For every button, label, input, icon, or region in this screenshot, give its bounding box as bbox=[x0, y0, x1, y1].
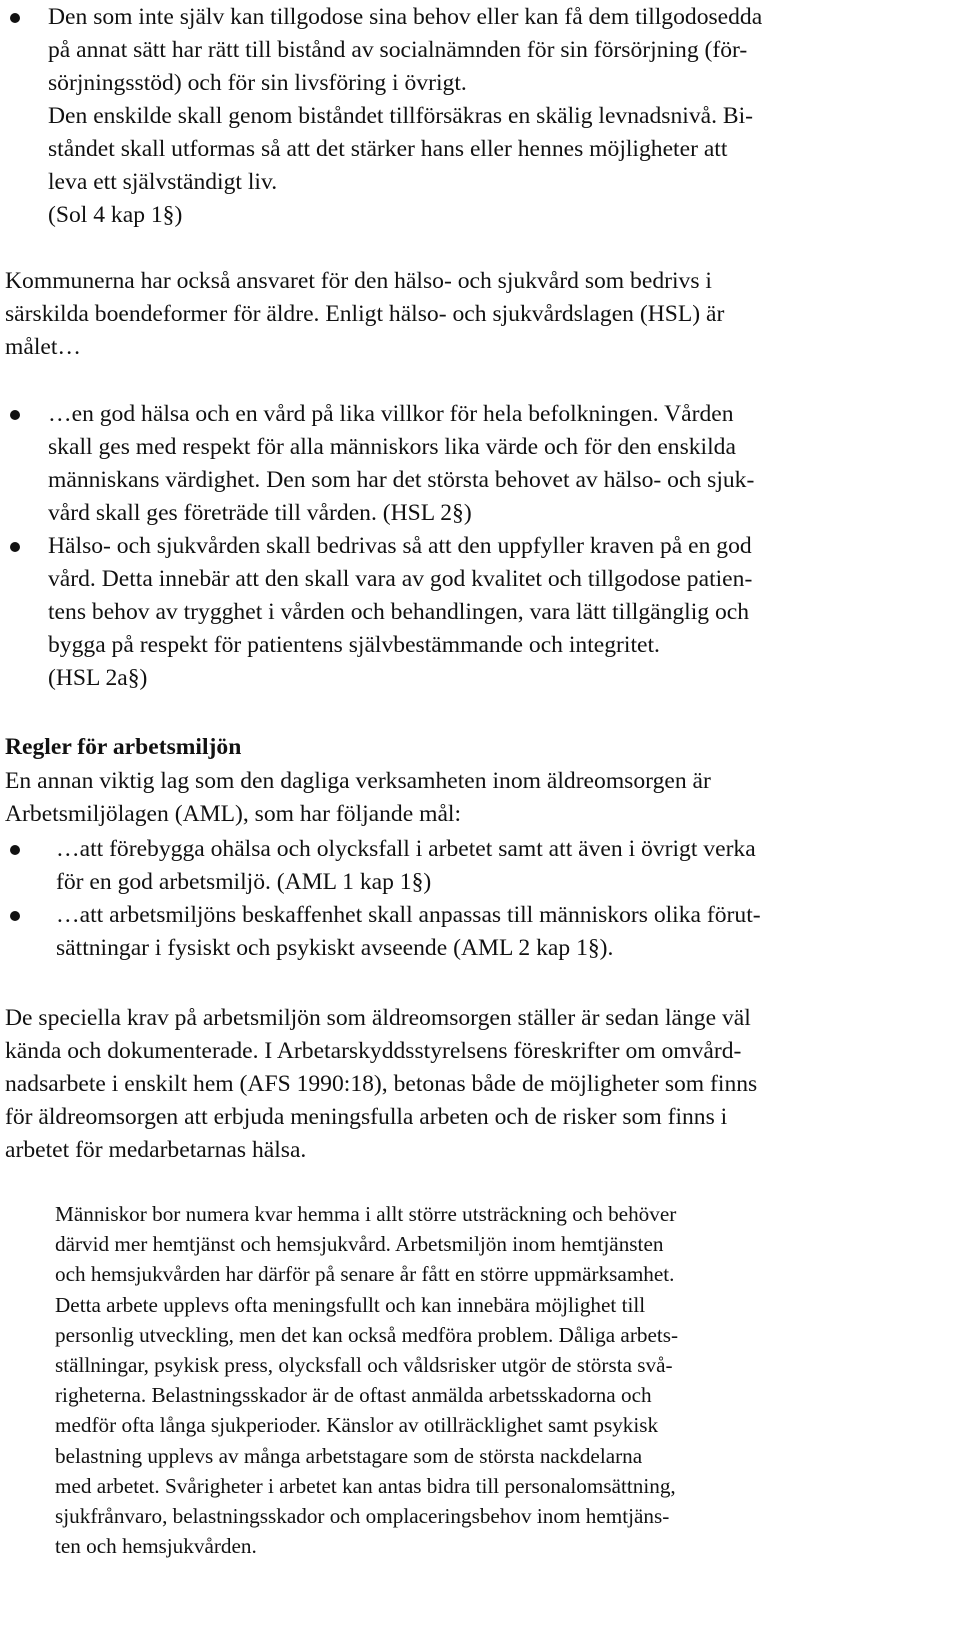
quote-line: medför ofta långa sjukperioder. Känslor av otillräcklighet samt psykisk bbox=[55, 1413, 659, 1438]
quote-line: righeterna. Belastningsskador är de oftast anmälda arbetsskadorna och bbox=[55, 1383, 652, 1408]
paragraph-line: En annan viktig lag som den dagliga verksamheten inom äldreomsorgen är bbox=[5, 768, 711, 794]
bullet-line: tens behov av trygghet i vården och behandlingen, vara lätt tillgänglig och bbox=[48, 599, 750, 625]
bullet-line: …att förebygga ohälsa och olycksfall i arbetet samt att även i övrigt verka bbox=[56, 836, 756, 862]
quote-line: Detta arbete upplevs ofta meningsfullt och kan innebära möjlighet till bbox=[55, 1292, 646, 1317]
bullet-line: vård skall ges företräde till vården. (HSL 2§) bbox=[48, 500, 472, 526]
quote-line: Människor bor numera kvar hemma i allt större utsträckning och behöver bbox=[55, 1202, 677, 1226]
bullet-line: (Sol 4 kap 1§) bbox=[48, 202, 183, 228]
bullet-marker bbox=[10, 542, 20, 552]
paragraph-line: De speciella krav på arbetsmiljön som äldreomsorgen ställer är sedan länge väl bbox=[5, 1005, 751, 1031]
paragraph-line: nadsarbete i enskilt hem (AFS 1990:18), betonas både de möjligheter som finns bbox=[5, 1071, 758, 1097]
bullet-marker bbox=[10, 845, 20, 855]
bullet-line: för en god arbetsmiljö. (AML 1 kap 1§) bbox=[56, 869, 432, 895]
quote-line: ten och hemsjukvården. bbox=[55, 1534, 257, 1559]
quote-line: med arbetet. Svårigheter i arbetet kan antas bidra till personalomsättning, bbox=[55, 1473, 676, 1498]
paragraph-line: kända och dokumenterade. I Arbetarskyddsstyrelsens föreskrifter om omvård- bbox=[5, 1038, 742, 1064]
bullet-line: leva ett självständigt liv. bbox=[48, 169, 278, 195]
bullet-line: människans värdighet. Den som har det största behovet av hälso- och sjuk- bbox=[48, 467, 755, 493]
bullet-line: Den enskilde skall genom biståndet tillförsäkras en skälig levnadsnivå. Bi- bbox=[48, 103, 754, 129]
bullet-line: ståndet skall utformas så att det stärker hans eller hennes möjligheter att bbox=[48, 136, 728, 162]
bullet-line: vård. Detta innebär att den skall vara av god kvalitet och tillgodose patien- bbox=[48, 566, 753, 592]
bullet-line: Den som inte själv kan tillgodose sina behov eller kan få dem tillgodosedda bbox=[48, 4, 763, 30]
bullet-line: sörjningsstöd) och för sin livsföring i övrigt. bbox=[48, 70, 467, 96]
paragraph-line: särskilda boendeformer för äldre. Enligt hälso- och sjukvårdslagen (HSL) är bbox=[5, 301, 725, 327]
paragraph-line: Kommunerna har också ansvaret för den hälso- och sjukvård som bedrivs i bbox=[5, 268, 712, 294]
bullet-marker bbox=[10, 410, 20, 420]
quote-line: sjukfrånvaro, belastningsskador och omplaceringsbehov inom hemtjäns- bbox=[55, 1504, 670, 1528]
bullet-marker bbox=[10, 13, 20, 23]
paragraph-line: arbetet för medarbetarnas hälsa. bbox=[5, 1137, 307, 1163]
bullet-line: skall ges med respekt för alla människors lika värde och för den enskilda bbox=[48, 434, 736, 460]
paragraph-line: Arbetsmiljölagen (AML), som har följande mål: bbox=[5, 801, 462, 827]
quote-line: därvid mer hemtjänst och hemsjukvård. Arbetsmiljön inom hemtjänsten bbox=[55, 1232, 664, 1257]
paragraph-line: för äldreomsorgen att erbjuda meningsfulla arbeten och de risker som finns i bbox=[5, 1104, 728, 1130]
heading-arbetsmiljo: Regler för arbetsmiljön bbox=[5, 734, 242, 760]
quote-line: personlig utveckling, men det kan också medföra problem. Dåliga arbets- bbox=[55, 1322, 679, 1347]
quote-line: belastning upplevs av många arbetstagare som de största nackdelarna bbox=[55, 1443, 643, 1468]
bullet-line: på annat sätt har rätt till bistånd av socialnämnden för sin försörjning (för- bbox=[48, 37, 748, 63]
bullet-line: …att arbetsmiljöns beskaffenhet skall anpassas till människors olika förut- bbox=[56, 902, 761, 928]
bullet-line: bygga på respekt för patientens självbestämmande och integritet. bbox=[48, 632, 660, 658]
quote-line: ställningar, psykisk press, olycksfall och våldsrisker utgör de största svå- bbox=[55, 1353, 673, 1377]
bullet-line: sättningar i fysiskt och psykiskt avseende (AML 2 kap 1§). bbox=[56, 935, 614, 961]
bullet-line: (HSL 2a§) bbox=[48, 665, 148, 691]
paragraph-line: målet… bbox=[5, 334, 81, 360]
bullet-marker bbox=[10, 911, 20, 921]
quote-line: och hemsjukvården har därför på senare år fått en större uppmärksamhet. bbox=[55, 1262, 675, 1287]
bullet-line: Hälso- och sjukvården skall bedrivas så att den uppfyller kraven på en god bbox=[48, 533, 752, 559]
bullet-line: …en god hälsa och en vård på lika villkor för hela befolkningen. Vården bbox=[48, 401, 734, 427]
